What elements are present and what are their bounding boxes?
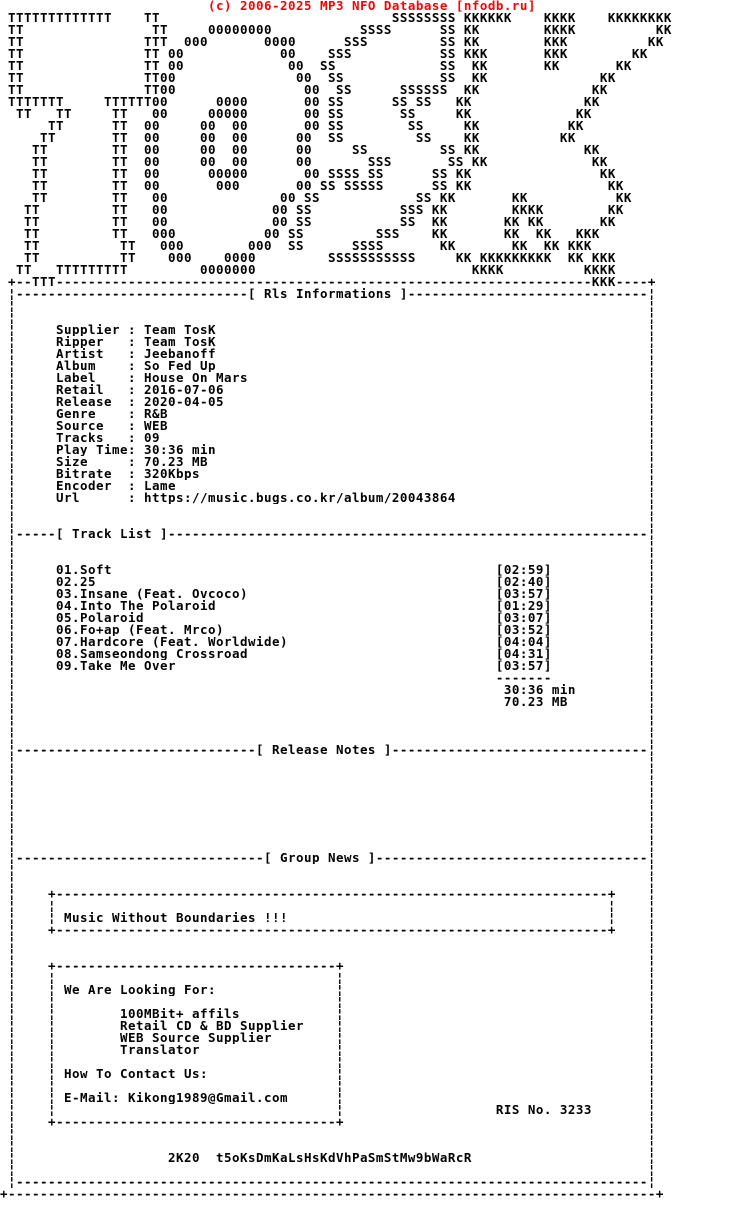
- nfo-line-37: ¦ Play Time: 30:36 min ¦: [0, 444, 744, 456]
- nfo-line-78: ¦ ¦: [0, 936, 744, 948]
- nfo-line-47: ¦ 01.Soft [02:59] ¦: [0, 564, 744, 576]
- nfo-line-72: ¦ ¦: [0, 864, 744, 876]
- nfo-line-38: ¦ Size : 70.23 MB ¦: [0, 456, 744, 468]
- nfo-line-60: ¦ ¦: [0, 720, 744, 732]
- nfo-line-100: [0, 1200, 744, 1212]
- nfo-line-67: ¦ ¦: [0, 804, 744, 816]
- nfo-line-1: TTTTTTTTTTTTT TT SSSSSSSS KKKKKK KKKK KKKKKKKK: [0, 12, 744, 24]
- nfo-line-70: ¦ ¦: [0, 840, 744, 852]
- nfo-line-77: ¦ +---------------------------------------------------------------------+ ¦: [0, 924, 744, 936]
- nfo-line-20: TT TT 000 000 SS SSSS KK KK KK KKK: [0, 240, 744, 252]
- nfo-line-50: ¦ 04.Into The Polaroid [01:29] ¦: [0, 600, 744, 612]
- nfo-line-40: ¦ Encoder : Lame ¦: [0, 480, 744, 492]
- nfo-line-74: ¦ +---------------------------------------------------------------------+ ¦: [0, 888, 744, 900]
- nfo-line-76: ¦ ¦ Music Without Boundaries !!! ¦ ¦: [0, 912, 744, 924]
- nfo-line-26: ¦ ¦: [0, 312, 744, 324]
- nfo-line-59: ¦ ¦: [0, 708, 744, 720]
- nfo-line-17: TT TT 00 00 SS SSS KK KKKK KK: [0, 204, 744, 216]
- nfo-line-81: ¦ ¦ ¦ ¦: [0, 972, 744, 984]
- nfo-line-46: ¦ ¦: [0, 552, 744, 564]
- nfo-line-48: ¦ 02.25 [02:40] ¦: [0, 576, 744, 588]
- nfo-line-87: ¦ ¦ Translator ¦ ¦: [0, 1044, 744, 1056]
- nfo-line-10: TT TT 00 00 00 00 SS SS KK KK: [0, 120, 744, 132]
- nfo-line-43: ¦ ¦: [0, 516, 744, 528]
- nfo-line-82: ¦ ¦ We Are Looking For: ¦ ¦: [0, 984, 744, 996]
- nfo-line-88: ¦ ¦ ¦ ¦: [0, 1056, 744, 1068]
- nfo-line-44: ¦-----[ Track List ]------------------------------------------------------------¦: [0, 528, 744, 540]
- nfo-line-19: TT TT 000 00 SS SSS KK KK KK KKK: [0, 228, 744, 240]
- nfo-line-96: ¦ 2K20 t5oKsDmKaLsHsKdVhPaSmStMw9bWaRcR ¦: [0, 1152, 744, 1164]
- nfo-line-22: TT TTTTTTTTT 0000000 KKKK KKKK: [0, 264, 744, 276]
- nfo-line-13: TT TT 00 00 00 00 SSS SS KK KK: [0, 156, 744, 168]
- nfo-line-9: TT TT TT 00 00000 00 SS SS KK KK: [0, 108, 744, 120]
- nfo-line-2: TT TT 00000000 SSSS SS KK KKKK KK: [0, 24, 744, 36]
- nfo-line-64: ¦ ¦: [0, 768, 744, 780]
- nfo-line-33: ¦ Release : 2020-04-05 ¦: [0, 396, 744, 408]
- nfo-line-3: TT TTT 000 0000 SSS SS KK KKK KK: [0, 36, 744, 48]
- nfo-line-51: ¦ 05.Polaroid [03:07] ¦: [0, 612, 744, 624]
- nfo-line-93: ¦ +-----------------------------------+ ¦: [0, 1116, 744, 1128]
- nfo-line-84: ¦ ¦ 100MBit+ affils ¦ ¦: [0, 1008, 744, 1020]
- nfo-line-71: ¦-------------------------------[ Group News ]----------------------------------¦: [0, 852, 744, 864]
- nfo-line-80: ¦ +-----------------------------------+ ¦: [0, 960, 744, 972]
- nfo-line-52: ¦ 06.Fo+ap (Feat. Mrco) [03:52] ¦: [0, 624, 744, 636]
- nfo-line-62: ¦------------------------------[ Release Notes ]--------------------------------¦: [0, 744, 744, 756]
- nfo-line-39: ¦ Bitrate : 320Kbps ¦: [0, 468, 744, 480]
- nfo-line-45: ¦ ¦: [0, 540, 744, 552]
- nfo-line-68: ¦ ¦: [0, 816, 744, 828]
- nfo-line-11: TT TT 00 00 00 00 SS SS KK KK: [0, 132, 744, 144]
- nfo-line-30: ¦ Album : So Fed Up ¦: [0, 360, 744, 372]
- nfo-line-63: ¦ ¦: [0, 756, 744, 768]
- nfo-line-14: TT TT 00 00000 00 SSSS SS SS KK KK: [0, 168, 744, 180]
- nfo-line-91: ¦ ¦ E-Mail: Kikong1989@Gmail.com ¦ ¦: [0, 1092, 744, 1104]
- nfo-line-66: ¦ ¦: [0, 792, 744, 804]
- nfo-line-89: ¦ ¦ How To Contact Us: ¦ ¦: [0, 1068, 744, 1080]
- nfo-line-101: [0, 1212, 744, 1224]
- nfo-line-16: TT TT 00 00 SS SS KK KK KK: [0, 192, 744, 204]
- nfo-line-95: ¦ ¦: [0, 1140, 744, 1152]
- nfo-line-99: +---------------------------------------------------------------------------------+: [0, 1188, 744, 1200]
- nfo-line-28: ¦ Ripper : Team TosK ¦: [0, 336, 744, 348]
- nfo-line-98: ¦-------------------------------------------------------------------------------¦: [0, 1176, 744, 1188]
- nfo-line-65: ¦ ¦: [0, 780, 744, 792]
- nfo-line-32: ¦ Retail : 2016-07-06 ¦: [0, 384, 744, 396]
- nfo-line-79: ¦ ¦: [0, 948, 744, 960]
- nfo-line-56: ¦ ------- ¦: [0, 672, 744, 684]
- nfo-line-8: TTTTTTT TTTTTT00 0000 00 SS SS SS KK KK: [0, 96, 744, 108]
- nfo-line-7: TT TT00 00 SS SSSSSS KK KK: [0, 84, 744, 96]
- nfo-line-57: ¦ 30:36 min ¦: [0, 684, 744, 696]
- nfo-line-6: TT TT00 00 SS SS KK KK: [0, 72, 744, 84]
- nfo-line-21: TT TT 000 0000 SSSSSSSSSSS KK KKKKKKKKK KK KKK: [0, 252, 744, 264]
- nfo-line-83: ¦ ¦ ¦ ¦: [0, 996, 744, 1008]
- nfo-line-86: ¦ ¦ WEB Source Supplier ¦ ¦: [0, 1032, 744, 1044]
- nfo-line-90: ¦ ¦ ¦ ¦: [0, 1080, 744, 1092]
- nfo-line-29: ¦ Artist : Jeebanoff ¦: [0, 348, 744, 360]
- nfo-line-36: ¦ Tracks : 09 ¦: [0, 432, 744, 444]
- nfo-line-15: TT TT 00 000 00 SS SSSSS SS KK KK: [0, 180, 744, 192]
- nfo-line-4: TT TT 00 00 SSS SS KKK KKK KK: [0, 48, 744, 60]
- nfo-line-23: +--TTT-------------------------------------------------------------------KKK----+: [0, 276, 744, 288]
- nfo-line-24: ¦-----------------------------[ Rls Informations ]------------------------------¦: [0, 288, 744, 300]
- nfo-line-25: ¦ ¦: [0, 300, 744, 312]
- nfo-line-97: ¦ ¦: [0, 1164, 744, 1176]
- nfo-line-0: (c) 2006-2025 MP3 NFO Database [nfodb.ru]: [0, 0, 744, 12]
- nfo-line-35: ¦ Source : WEB ¦: [0, 420, 744, 432]
- nfo-line-55: ¦ 09.Take Me Over [03:57] ¦: [0, 660, 744, 672]
- nfo-line-49: ¦ 03.Insane (Feat. Ovcoco) [03:57] ¦: [0, 588, 744, 600]
- nfo-line-92: ¦ ¦ ¦ RIS No. 3233 ¦: [0, 1104, 744, 1116]
- nfo-line-58: ¦ 70.23 MB ¦: [0, 696, 744, 708]
- nfo-line-34: ¦ Genre : R&B ¦: [0, 408, 744, 420]
- nfo-line-75: ¦ ¦ ¦ ¦: [0, 900, 744, 912]
- nfo-line-5: TT TT 00 00 SS SS KK KK KK: [0, 60, 744, 72]
- nfo-line-53: ¦ 07.Hardcore (Feat. Worldwide) [04:04] ¦: [0, 636, 744, 648]
- nfo-line-94: ¦ ¦: [0, 1128, 744, 1140]
- nfo-line-27: ¦ Supplier : Team TosK ¦: [0, 324, 744, 336]
- nfo-line-85: ¦ ¦ Retail CD & BD Supplier ¦ ¦: [0, 1020, 744, 1032]
- nfo-line-18: TT TT 00 00 SS SS KK KK KK KK: [0, 216, 744, 228]
- nfo-line-61: ¦ ¦: [0, 732, 744, 744]
- nfo-line-12: TT TT 00 00 00 00 SS SS KK KK: [0, 144, 744, 156]
- nfo-line-69: ¦ ¦: [0, 828, 744, 840]
- nfo-line-41: ¦ Url : https://music.bugs.co.kr/album/20043864 ¦: [0, 492, 744, 504]
- nfo-line-31: ¦ Label : House On Mars ¦: [0, 372, 744, 384]
- nfo-line-42: ¦ ¦: [0, 504, 744, 516]
- nfo-line-54: ¦ 08.Samseondong Crossroad [04:31] ¦: [0, 648, 744, 660]
- nfo-line-73: ¦ ¦: [0, 876, 744, 888]
